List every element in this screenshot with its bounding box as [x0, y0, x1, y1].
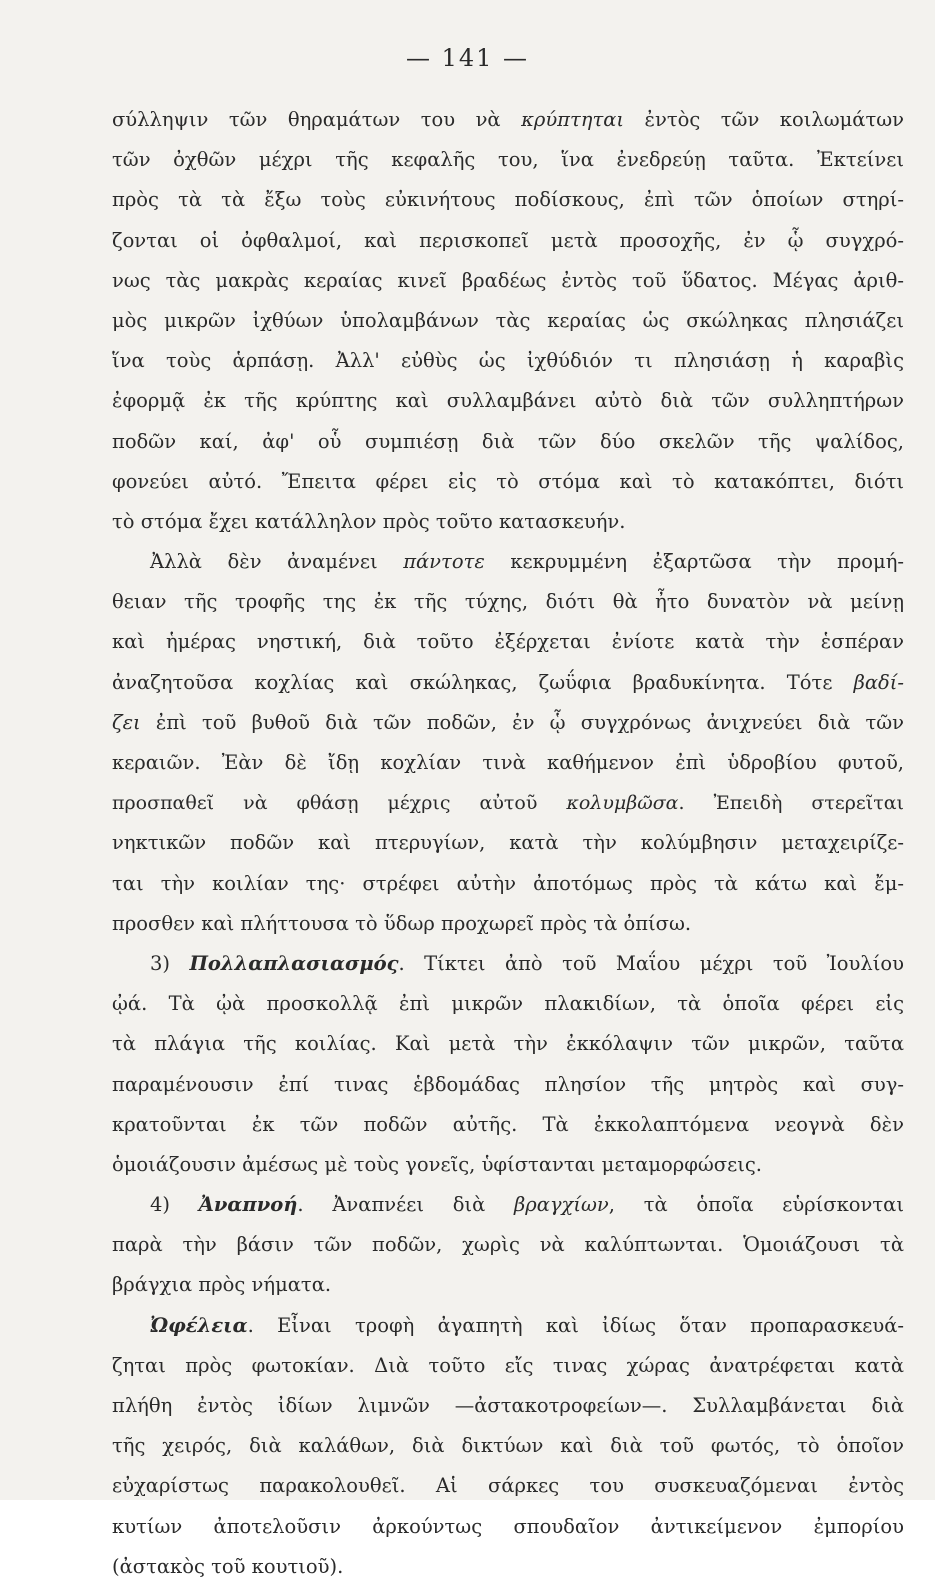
text-line — [112, 301, 904, 341]
text-segment: ἀναζητοῦσα κοχλίας καὶ σκώληκας, ζωΰφια βραδυκίνητα. Τότε — [112, 670, 854, 694]
text-segment: σύλληψιν τῶν θηραμάτων του νὰ — [112, 108, 522, 131]
text-segment: θειαν τῆς τροφῆς της ἐκ τῆς τύχης, διότι θὰ ἦτο δυνατὸν νὰ μείνῃ — [112, 590, 904, 614]
text-line — [112, 703, 904, 743]
text-segment: (ἀστακὸς τοῦ κουτιοῦ). — [112, 1554, 344, 1578]
text-segment: προσθεν καὶ πλήττουσα τὸ ὕδωρ προχωρεῖ πρὸς τὰ ὀπίσω. — [112, 911, 692, 935]
text-line — [112, 1265, 904, 1305]
text-line — [112, 1547, 904, 1587]
text-segment: τῶν ὀχθῶν μέχρι τῆς κεφαλῆς του, ἵνα ἐνεδρεύῃ ταῦτα. Ἐκτείνει — [112, 148, 904, 172]
text-line — [112, 743, 904, 783]
text-segment: καὶ ἡμέρας νηστική, διὰ τοῦτο ἐξέρχεται ἐνίοτε κατὰ τὴν ἑσπέραν — [112, 630, 904, 654]
text-line — [112, 1145, 904, 1185]
text-segment: . Ἀναπνέει διὰ — [297, 1193, 514, 1217]
text-line — [112, 180, 904, 220]
text-segment: τὸ στόμα ἔχει κατάλληλον πρὸς τοῦτο κατασκευήν. — [112, 509, 626, 533]
text-line — [112, 622, 904, 662]
text-segment: νηκτικῶν ποδῶν καὶ πτερυγίων, κατὰ τὴν κολύμβησιν μεταχειρίζε- — [112, 831, 904, 855]
text-line — [112, 502, 904, 542]
text-segment: ἐπὶ τοῦ βυθοῦ διὰ τῶν ποδῶν, ἐν ᾧ συγχρόνως ἀνιχνεύει διὰ τῶν — [140, 710, 904, 734]
text-line — [112, 1105, 904, 1145]
emphasized-text: βραγχίων — [513, 1193, 609, 1217]
text-line — [112, 1426, 904, 1466]
text-segment: πλήθη ἐντὸς ἰδίων λιμνῶν —ἀστακοτροφείων—. Συλλαμβάνεται διὰ — [112, 1394, 904, 1417]
emphasized-text: κολυμβῶσα — [566, 792, 679, 815]
text-segment: κρατοῦνται ἐκ τῶν ποδῶν αὐτῆς. Τὰ ἐκκολαπτόμενα νεογνὰ δὲν — [112, 1112, 904, 1136]
text-line — [112, 341, 904, 381]
text-segment: κυτίων ἀποτελοῦσιν ἀρκούντως σπουδαῖον ἀντικείμενον ἐμπορίου — [112, 1514, 904, 1538]
text-segment: ᾠά. Τὰ ᾠὰ προσκολλᾷ ἐπὶ μικρῶν πλακιδίων, τὰ ὁποῖα φέρει εἰς — [112, 992, 904, 1016]
text-segment: ζηται πρὸς φωτοκίαν. Διὰ τοῦτο εἴς τινας χώρας ἀνατρέφεται κατὰ — [112, 1353, 904, 1377]
emphasized-text: βαδί- — [853, 670, 904, 694]
body-text — [112, 100, 904, 1587]
text-line — [112, 100, 904, 140]
text-segment: ται τὴν κοιλίαν της· στρέφει αὐτὴν ἀποτόμως πρὸς τὰ κάτω καὶ ἔμ- — [112, 871, 904, 895]
text-segment: . Ἐπειδὴ στερεῖται — [678, 792, 904, 815]
text-segment: τὰ πλάγια τῆς κοιλίας. Καὶ μετὰ τὴν ἐκκόλαψιν τῶν μικρῶν, ταῦτα — [112, 1032, 904, 1056]
text-line — [112, 1185, 904, 1225]
text-segment: ποδῶν καί, ἀφ' οὗ συμπιέσῃ διὰ τῶν δύο σκελῶν τῆς ψαλίδος, — [112, 429, 904, 453]
text-line — [112, 582, 904, 622]
text-segment: βράγχια πρὸς νήματα. — [112, 1273, 332, 1297]
text-line — [112, 1346, 904, 1386]
text-segment: ἐφορμᾷ ἐκ τῆς κρύπτης καὶ συλλαμβάνει αὐτὸ διὰ τῶν συλληπτήρων — [112, 389, 904, 413]
text-line — [112, 261, 904, 301]
text-segment: φονεύει αὐτό. Ἔπειτα φέρει εἰς τὸ στόμα καὶ τὸ κατακόπτει, διότι — [112, 469, 904, 493]
text-line — [112, 944, 904, 984]
text-segment: ὁμοιάζουσιν ἀμέσως μὲ τοὺς γονεῖς, ὑφίστανται μεταμορφώσεις. — [112, 1152, 762, 1176]
text-segment: κεραιῶν. Ἐὰν δὲ ἴδῃ κοχλίαν τινὰ καθήμενον ἐπὶ ὑδροβίου φυτοῦ, — [112, 751, 904, 774]
text-segment: προσπαθεῖ νὰ φθάσῃ μέχρις αὐτοῦ — [112, 792, 567, 815]
text-segment: πρὸς τὰ τὰ ἔξω τοὺς εὐκινήτους ποδίσκους, ἐπὶ τῶν ὁποίων στηρί- — [112, 188, 904, 212]
emphasized-text: κρύπτηται — [521, 108, 625, 131]
emphasized-text: Πολλαπλασιασμός — [189, 951, 399, 975]
text-segment: εὐχαρίστως παρακολουθεῖ. Αἱ σάρκες του συσκευαζόμεναι ἐντὸς — [112, 1474, 904, 1498]
text-segment: τῆς χειρός, διὰ καλάθων, διὰ δικτύων καὶ διὰ τοῦ φωτός, τὸ ὁποῖον — [112, 1434, 904, 1458]
text-segment: . Τίκτει ἀπὸ τοῦ Μαΐου μέχρι τοῦ Ἰουλίου — [398, 951, 904, 975]
text-line — [112, 904, 904, 944]
text-line — [112, 1065, 904, 1105]
text-line — [112, 1466, 904, 1506]
text-segment: μὸς μικρῶν ἰχθύων ὑπολαμβάνων τὰς κεραίας ὡς σκώληκας πλησιάζει — [112, 308, 904, 332]
text-line — [112, 1386, 904, 1426]
emphasized-text: πάντοτε — [403, 550, 485, 574]
text-line — [112, 140, 904, 180]
text-segment: 4) — [150, 1193, 199, 1217]
emphasized-text: ζει — [112, 710, 141, 734]
text-line — [112, 1507, 904, 1547]
text-segment: ἵνα τοὺς ἁρπάσῃ. Ἀλλ' εὐθὺς ὡς ἰχθύδιόν τι πλησιάσῃ ἡ καραβὶς — [112, 349, 904, 373]
text-line — [112, 542, 904, 582]
text-line — [112, 1225, 904, 1265]
text-segment: ζονται οἱ ὀφθαλμοί, καὶ περισκοπεῖ μετὰ προσοχῆς, ἐν ᾧ συγχρό- — [112, 228, 904, 252]
text-line — [112, 1024, 904, 1064]
text-line — [112, 221, 904, 261]
text-line — [112, 462, 904, 502]
text-segment: . Εἶναι τροφὴ ἀγαπητὴ καὶ ἰδίως ὅταν προπαρασκευά- — [247, 1313, 904, 1337]
text-line — [112, 864, 904, 904]
text-segment: , τὰ ὁποῖα εὑρίσκονται — [608, 1193, 904, 1217]
text-segment: κεκρυμμένη ἐξαρτῶσα τὴν προμή- — [484, 550, 904, 574]
text-line — [112, 381, 904, 421]
text-line — [112, 1306, 904, 1346]
emphasized-text: Ὠφέλεια — [150, 1313, 248, 1337]
text-segment: παραμένουσιν ἐπί τινας ἑβδομάδας πλησίον τῆς μητρὸς καὶ συγ- — [112, 1072, 904, 1096]
text-line — [112, 422, 904, 462]
page-number: — 141 — — [405, 44, 530, 72]
text-segment: Ἀλλὰ δὲν ἀναμένει — [150, 550, 404, 574]
text-segment: παρὰ τὴν βάσιν τῶν ποδῶν, χωρὶς νὰ καλύπτωνται. Ὁμοιάζουσι τὰ — [112, 1233, 904, 1257]
text-line — [112, 663, 904, 703]
text-segment: νως τὰς μακρὰς κεραίας κινεῖ βραδέως ἐντὸς τοῦ ὕδατος. Μέγας ἀριθ- — [112, 268, 904, 292]
text-segment: 3) — [150, 951, 190, 975]
text-line — [112, 984, 904, 1024]
text-segment: ἐντὸς τῶν κοιλωμάτων — [624, 108, 904, 131]
emphasized-text: Ἀναπνοή — [198, 1193, 298, 1217]
text-line — [112, 823, 904, 863]
text-line — [112, 783, 904, 823]
